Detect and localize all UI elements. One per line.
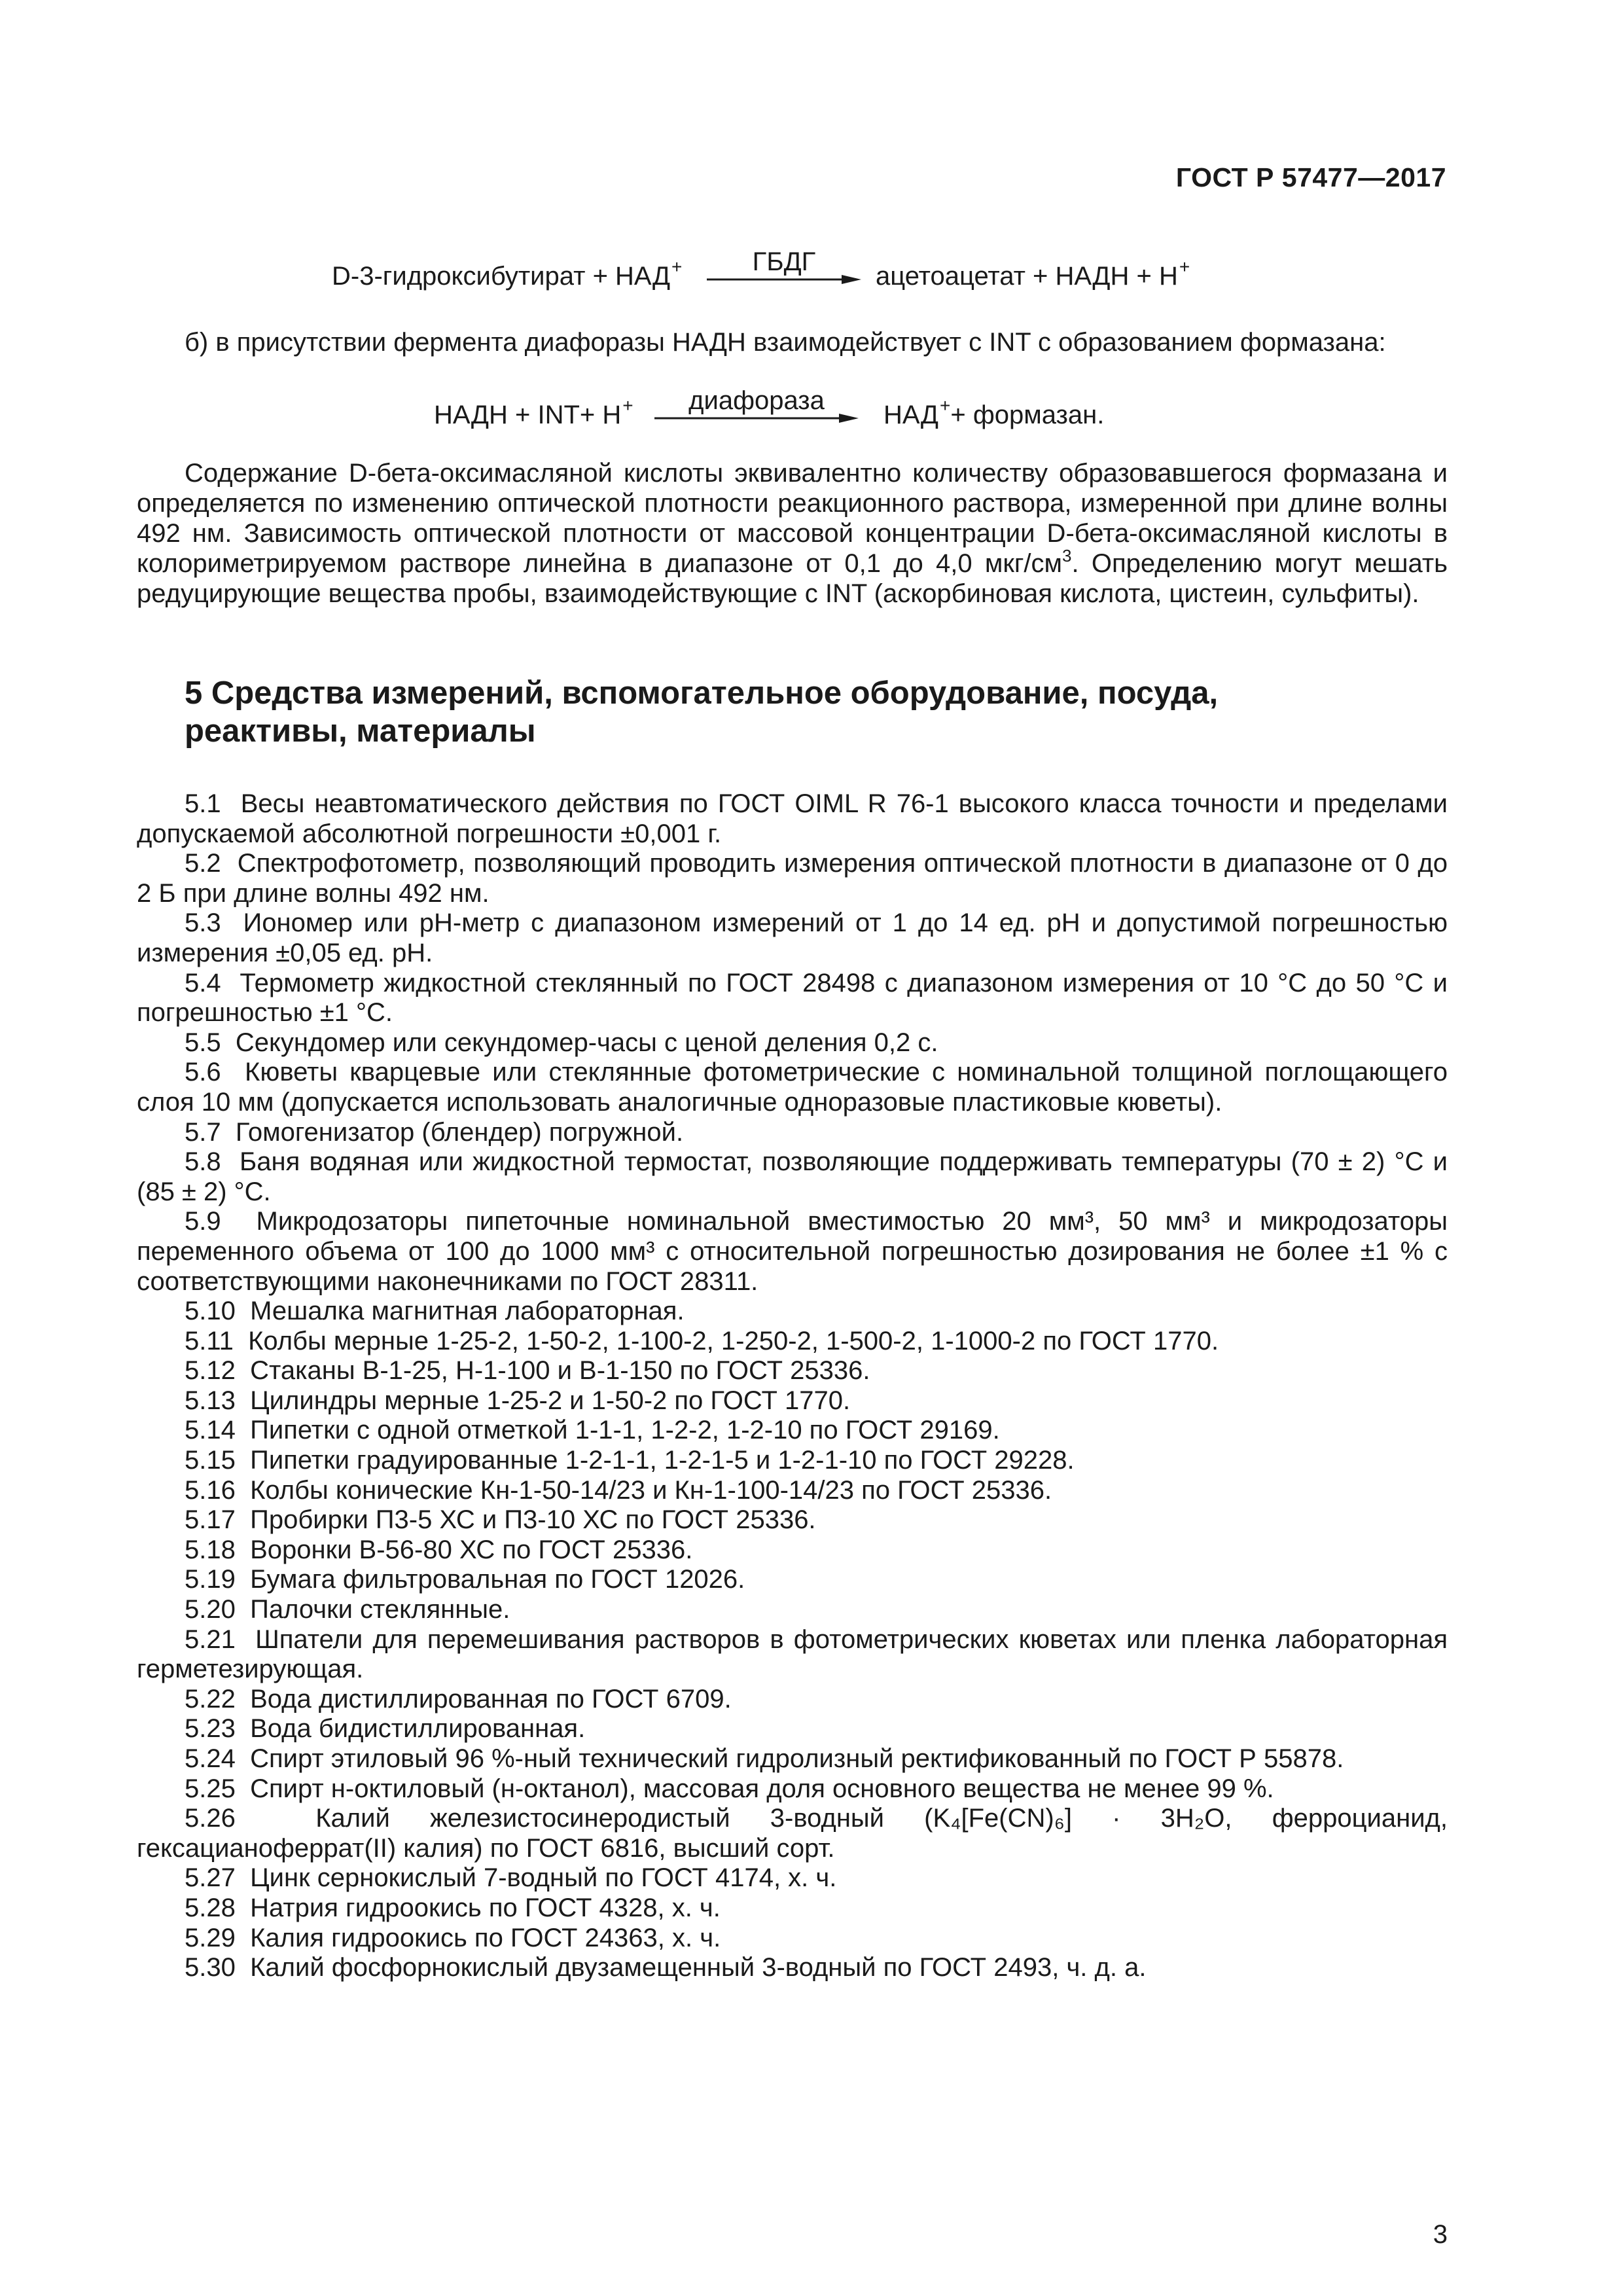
list-item <box>137 1297 1448 1327</box>
equation-2-enzyme-label: диафораза <box>688 386 825 415</box>
section-5-title: 5 Средства измерений, вспомогательное оборудование, посуда, реактивы, материалы <box>185 675 1219 749</box>
item-text: Стаканы В-1-25, Н-1-100 и В-1-150 по ГОСТ 25336. <box>250 1356 870 1386</box>
item-number: 5.26 <box>185 1804 236 1833</box>
item-b-intro: б) в присутствии фермента диафоразы НАДН взаимодействует с INT с образованием формазана: <box>185 328 1386 357</box>
item-text: Шпатели для перемешивания растворов в фотометрических кюветах или пленка лабораторная герметезирующая. <box>137 1624 1448 1684</box>
equation-1-products: ацетоацетат + НАДН + Н+ <box>876 257 1190 291</box>
list-item <box>137 849 1448 908</box>
item-number: 5.11 <box>185 1326 234 1355</box>
item-number: 5.17 <box>185 1505 236 1535</box>
item-text: Пробирки П3-5 ХС и П3-10 ХС по ГОСТ 25336. <box>250 1505 816 1535</box>
item-number: 5.8 <box>185 1147 221 1177</box>
item-number: 5.4 <box>185 968 221 997</box>
list-item <box>137 1535 1448 1566</box>
item-text: Калий железистосинеродистый 3-водный (K₄[Fe(CN)₆] · 3H₂O, ферроцианид, гексацианоферрат(II) калия) по ГОСТ 6816, высший сорт. <box>137 1804 1448 1863</box>
item-text: Кюветы кварцевые или стеклянные фотометрические с номинальной толщиной поглощающего слоя 10 мм (допускается использовать аналогичные одноразовые пластиковые кюветы). <box>137 1058 1448 1117</box>
item-text: Натрия гидроокись по ГОСТ 4328, х. ч. <box>250 1893 721 1922</box>
item-text: Пипетки с одной отметкой 1-1-1, 1-2-2, 1-2-10 по ГОСТ 29169. <box>250 1416 1000 1445</box>
list-item <box>137 1505 1448 1535</box>
item-text: Гомогенизатор (блендер) погружной. <box>235 1117 684 1147</box>
item-text: Спектрофотометр, позволяющий проводить измерения оптической плотности в диапазоне от 0 до 2 Б при длине волны 492 нм. <box>137 849 1448 908</box>
equation-2-products: НАД++ формазан. <box>883 395 1105 429</box>
item-text: Цилиндры мерные 1-25-2 и 1-50-2 по ГОСТ 1770. <box>250 1386 851 1415</box>
list-item <box>137 1744 1448 1774</box>
reaction-equation-2 <box>0 386 1623 432</box>
item-number: 5.7 <box>185 1117 221 1147</box>
list-item <box>137 1893 1448 1924</box>
item-number: 5.27 <box>185 1863 236 1893</box>
equation-1-arrow <box>707 247 861 284</box>
list-item <box>137 1446 1448 1476</box>
list-item <box>137 1416 1448 1446</box>
item-number: 5.13 <box>185 1386 236 1415</box>
item-number: 5.5 <box>185 1028 221 1057</box>
list-item <box>137 1058 1448 1117</box>
item-number: 5.25 <box>185 1774 236 1803</box>
item-text: Калий фосфорнокислый двузамещенный 3-водный по ГОСТ 2493, ч. д. а. <box>250 1953 1147 1982</box>
item-text: Секундомер или секундомер-часы с ценой деления 0,2 с. <box>235 1028 938 1057</box>
list-item <box>137 1118 1448 1148</box>
item-text: Пипетки градуированные 1-2-1-1, 1-2-1-5 и 1-2-1-10 по ГОСТ 29228. <box>250 1446 1075 1475</box>
item-text: Бумага фильтровальная по ГОСТ 12026. <box>250 1565 745 1594</box>
list-item <box>137 1804 1448 1863</box>
list-item <box>137 1595 1448 1625</box>
list-item <box>137 1207 1448 1297</box>
equipment-list <box>137 789 1448 1983</box>
item-text: Палочки стеклянные. <box>250 1595 510 1624</box>
list-item <box>137 1327 1448 1357</box>
list-item <box>137 1685 1448 1715</box>
list-item <box>137 969 1448 1028</box>
list-item <box>137 1147 1448 1207</box>
item-text: Воронки В-56-80 ХС по ГОСТ 25336. <box>250 1535 693 1564</box>
equation-2-reactants: НАДН + INT+ Н+ <box>434 395 633 429</box>
standard-code-header: ГОСТ Р 57477—2017 <box>1175 162 1446 192</box>
item-number: 5.30 <box>185 1953 236 1982</box>
item-number: 5.19 <box>185 1565 236 1594</box>
item-number: 5.12 <box>185 1356 236 1386</box>
item-text: Мешалка магнитная лабораторная. <box>250 1297 685 1326</box>
item-number: 5.22 <box>185 1684 236 1713</box>
right-arrow-icon <box>707 275 861 284</box>
item-number: 5.28 <box>185 1893 236 1922</box>
item-number: 5.3 <box>185 908 221 938</box>
item-number: 5.1 <box>185 789 221 818</box>
item-text: Колбы мерные 1-25-2, 1-50-2, 1-100-2, 1-250-2, 1-500-2, 1-1000-2 по ГОСТ 1770. <box>248 1326 1219 1355</box>
list-item <box>137 1356 1448 1386</box>
item-text: Вода дистиллированная по ГОСТ 6709. <box>250 1684 732 1713</box>
item-number: 5.6 <box>185 1058 221 1087</box>
item-number: 5.20 <box>185 1595 236 1624</box>
list-item <box>137 1714 1448 1744</box>
item-number: 5.24 <box>185 1744 236 1773</box>
list-item <box>137 908 1448 968</box>
principle-paragraph: Содержание D-бета-оксимасляной кислоты эквивалентно количеству образовавшегося формазана и определяется по изменению оптической плотности реакционного раствора, измеренной при длине волны 492 нм. Зависимость оптической плотности от массовой концентрации D-бета-оксимасляной кислоты в колориметрируемом растворе линейна в диапазоне от 0,1 до 4,0 мкг/$см^3$. Определению могут мешать редуцирующие вещества пробы, взаимодействующие с INT (аскорбиновая кислота, цистеин, сульфиты). <box>137 459 1448 608</box>
item-text: Колбы конические Кн-1-50-14/23 и Кн-1-100-14/23 по ГОСТ 25336. <box>250 1475 1052 1505</box>
item-text: Цинк сернокислый 7-водный по ГОСТ 4174, х. ч. <box>250 1863 837 1893</box>
page-number: 3 <box>1433 2220 1448 2249</box>
item-text: Термометр жидкостной стеклянный по ГОСТ 28498 с диапазоном измерения от 10 °С до 50 °С и погрешностью ±1 °С. <box>137 968 1448 1028</box>
item-text: Иономер или рН-метр с диапазоном измерений от 1 до 14 ед. рН и допустимой погрешностью измерения ±0,05 ед. рН. <box>137 908 1448 967</box>
list-item <box>137 1386 1448 1416</box>
list-item <box>137 1028 1448 1058</box>
item-text: Весы неавтоматического действия по ГОСТ OIML R 76-1 высокого класса точности и пределами допускаемой абсолютной погрешности ±0,001 г. <box>137 789 1448 848</box>
list-item <box>137 1953 1448 1983</box>
item-text: Вода бидистиллированная. <box>250 1714 586 1744</box>
list-item <box>137 789 1448 849</box>
item-number: 5.10 <box>185 1297 236 1326</box>
item-text: Спирт н-октиловый (н-октанол), массовая доля основного вещества не менее 99 %. <box>250 1774 1274 1803</box>
list-item <box>137 1625 1448 1685</box>
equation-1-enzyme-label: ГБДГ <box>752 247 816 276</box>
reaction-equation-1 <box>0 247 1623 293</box>
list-item <box>137 1565 1448 1595</box>
equation-1-reactants: D-3-гидроксибутират + НАД+ <box>332 257 683 291</box>
list-item <box>137 1774 1448 1804</box>
item-number: 5.2 <box>185 849 221 878</box>
list-item <box>137 1476 1448 1506</box>
item-text: Микродозаторы пипеточные номинальной вместимостью 20 мм³, 50 мм³ и микродозаторы переменного объема от 100 до 1000 мм³ с относительной погрешностью дозирования не более ±1 % с соответствующими наконечниками по ГОСТ 28311. <box>137 1207 1448 1296</box>
item-number: 5.18 <box>185 1535 236 1564</box>
item-number: 5.29 <box>185 1923 236 1952</box>
item-text: Баня водяная или жидкостной термостат, позволяющие поддерживать температуры (70 ± 2) °С и (85 ± 2) °С. <box>137 1147 1448 1206</box>
item-number: 5.23 <box>185 1714 236 1744</box>
item-number: 5.14 <box>185 1416 236 1445</box>
list-item <box>137 1863 1448 1893</box>
item-text: Калия гидроокись по ГОСТ 24363, х. ч. <box>250 1923 721 1952</box>
item-number: 5.16 <box>185 1475 236 1505</box>
equation-2-arrow <box>654 386 859 423</box>
list-item <box>137 1924 1448 1954</box>
item-text: Спирт этиловый 96 %-ный технический гидролизный ректификованный по ГОСТ Р 55878. <box>250 1744 1344 1773</box>
item-number: 5.15 <box>185 1446 236 1475</box>
item-number: 5.21 <box>185 1624 236 1654</box>
right-arrow-icon <box>654 414 859 423</box>
item-number: 5.9 <box>185 1207 221 1236</box>
